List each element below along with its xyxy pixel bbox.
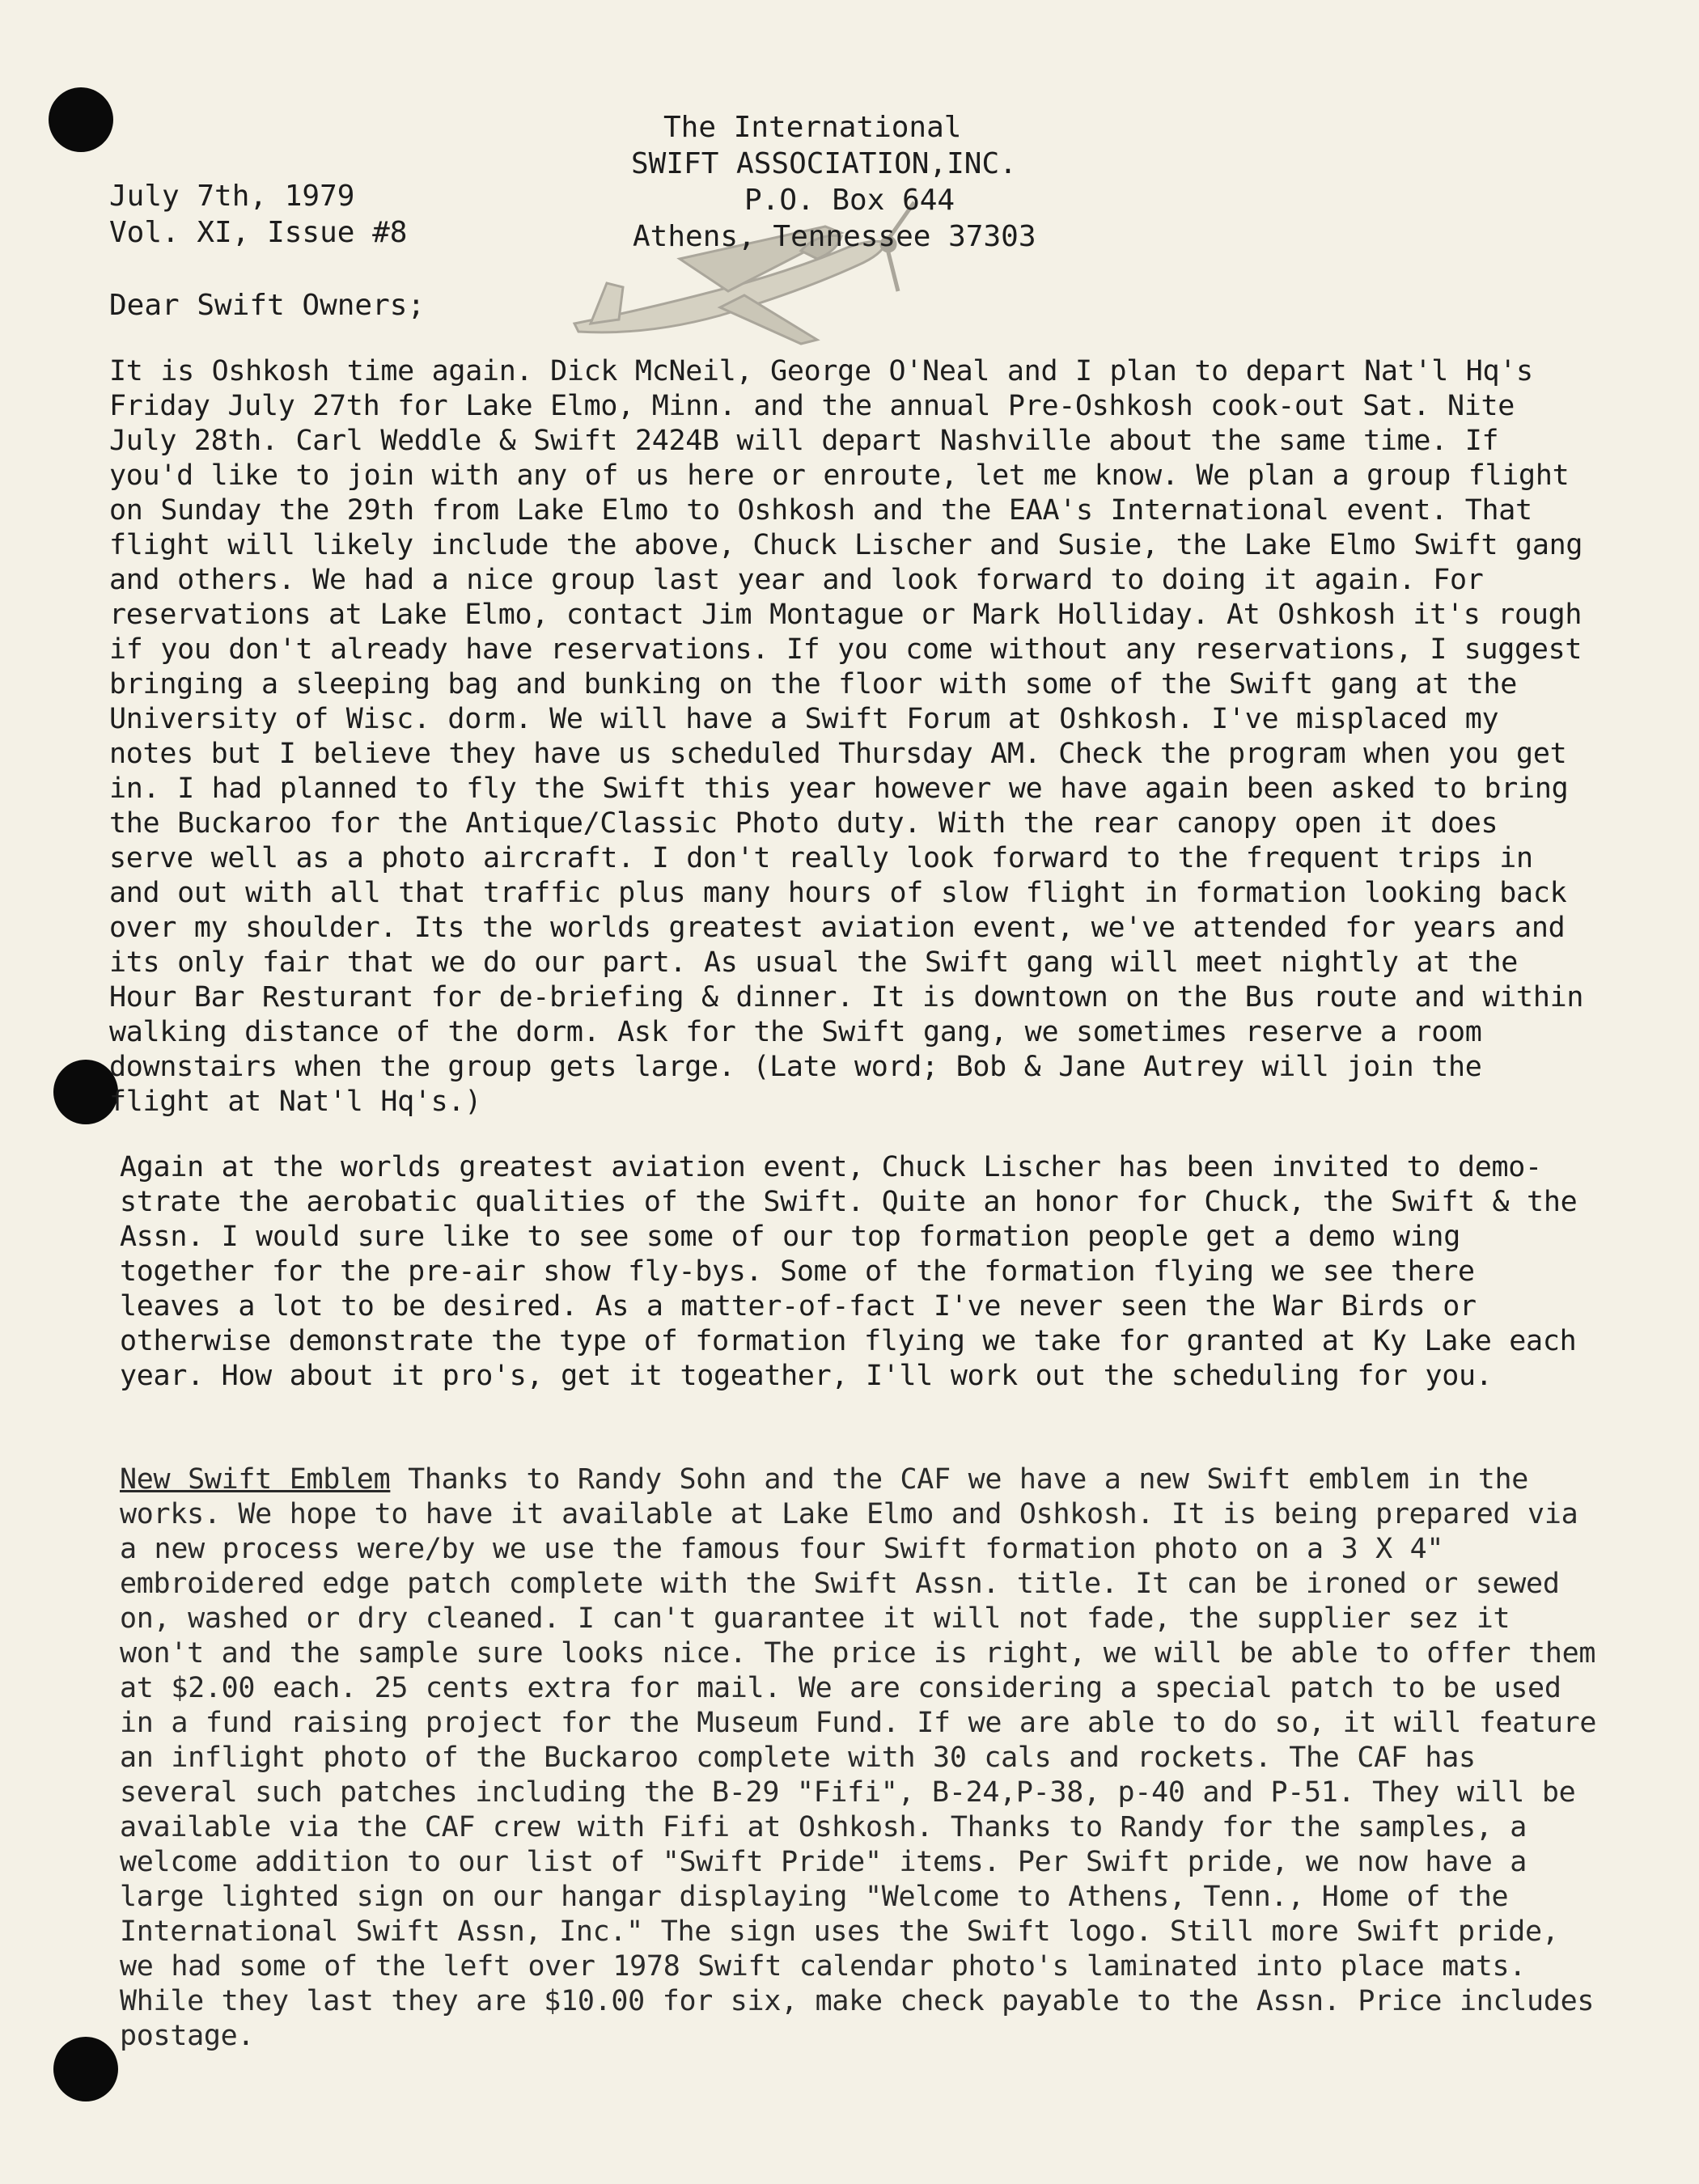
- paragraph-oshkosh: It is Oshkosh time again. Dick McNeil, George O'Neal and I plan to depart Nat'l Hq's Friday July 27th for Lake Elmo, Minn. and the annual Pre-Oshkosh cook-out Sat. Nite July 28th. Carl Weddle & Swift 2424B will depart Nashville about the same time. If you'd like to join with any of us here or enroute, let me know. We plan a group flight on Sunday the 29th from Lake Elmo to Oshkosh and the EAA's International event. That flight will likely include the above, Chuck Lischer and Susie, the Lake Elmo Swift gang and others. We had a nice group last year and look forward to doing it again. For reservations at Lake Elmo, contact Jim Montague or Mark Holliday. At Oshkosh it's rough if you don't already have reservations. If you come without any reservations, I suggest bringing a sleeping bag and bunking on the floor with some of the Swift gang at the University of Wisc. dorm. We will have a Swift Forum at Oshkosh. I've misplaced my notes but I believe they have us scheduled Thursday AM. Check the program when you get in. I had planned to fly the Swift this year however we have again been asked to bring the Buckaroo for the Antique/Classic Photo duty. With the rear canopy open it does serve well as a photo aircraft. I don't really look forward to the frequent trips in and out with all that traffic plus many hours of slow flight in formation looking back over my shoulder. Its the worlds greatest aviation event, we've attended for years and its only fair that we do our part. As usual the Swift gang will meet nightly at the Hour Bar Resturant for de-briefing & dinner. It is downtown on the Bus route and within walking distance of the dorm. Ask for the Swift gang, we sometimes reserve a room downstairs when the group gets large. (Late word; Bob & Jane Autrey will join the flight at Nat'l Hq's.): [109, 355, 1584, 1118]
- punch-hole-bottom: [53, 2037, 118, 2101]
- punch-hole-top: [49, 87, 113, 152]
- org-city-state-zip: Athens, Tennessee 37303: [633, 220, 1036, 253]
- organization-header: [615, 109, 1100, 255]
- org-name-line1: The International: [663, 111, 962, 144]
- issue-date: July 7th, 1979: [109, 180, 355, 213]
- punch-hole-middle: [53, 1060, 118, 1124]
- salutation: Dear Swift Owners;: [109, 289, 426, 322]
- emblem-heading: New Swift Emblem: [120, 1463, 391, 1496]
- org-name-line2: SWIFT ASSOCIATION,INC.: [631, 147, 1017, 180]
- issue-info: [109, 178, 407, 251]
- paragraph-aerobatics: Again at the worlds greatest aviation event, Chuck Lischer has been invited to demo-strate the aerobatic qualities of the Swift. Quite an honor for Chuck, the Swift & the Assn. I would sure like to see some of our top formation people get a demo wing together for the pre-air show fly-bys. Some of the formation flying we see there leaves a lot to be desired. As a matter-of-fact I've never seen the War Birds or otherwise demonstrate the type of formation flying we take for granted at Ky Lake each year. How about it pro's, get it togeather, I'll work out the scheduling for you.: [120, 1151, 1578, 1392]
- org-po-box: P.O. Box 644: [744, 184, 955, 217]
- paragraph-emblem: [120, 1462, 1600, 2054]
- emblem-text: Thanks to Randy Sohn and the CAF we have a new Swift emblem in the works. We hope to have it available at Lake Elmo and Oshkosh. It is being prepared via a new process were/by we use the famous four Swift formation photo on a 3 X 4" embroidered edge patch complete with the Swift Assn. title. It can be ironed or sewed on, washed or dry cleaned. I can't guarantee it will not fade, the supplier sez it won't and the sample sure looks nice. The price is right, we will be able to offer them at $2.00 each. 25 cents extra for mail. We are considering a special patch to be used in a fund raising project for the Museum Fund. If we are able to do so, it will feature an inflight photo of the Buckaroo complete with 30 cals and rockets. The CAF has several such patches including the B-29 "Fifi", B-24,P-38, p-40 and P-51. They will be available via the CAF crew with Fifi at Oshkosh. Thanks to Randy for the samples, a welcome addition to our list of "Swift Pride" items. Per Swift pride, we now have a large lighted sign on our hangar displaying "Welcome to Athens, Tenn., Home of the International Swift Assn, Inc." The sign uses the Swift logo. Still more Swift pride, we had some of the left over 1978 Swift calendar photo's laminated into place mats. While they last they are $10.00 for six, make check payable to the Assn. Price includes postage.: [120, 1463, 1597, 2052]
- issue-volume: Vol. XI, Issue #8: [109, 216, 408, 249]
